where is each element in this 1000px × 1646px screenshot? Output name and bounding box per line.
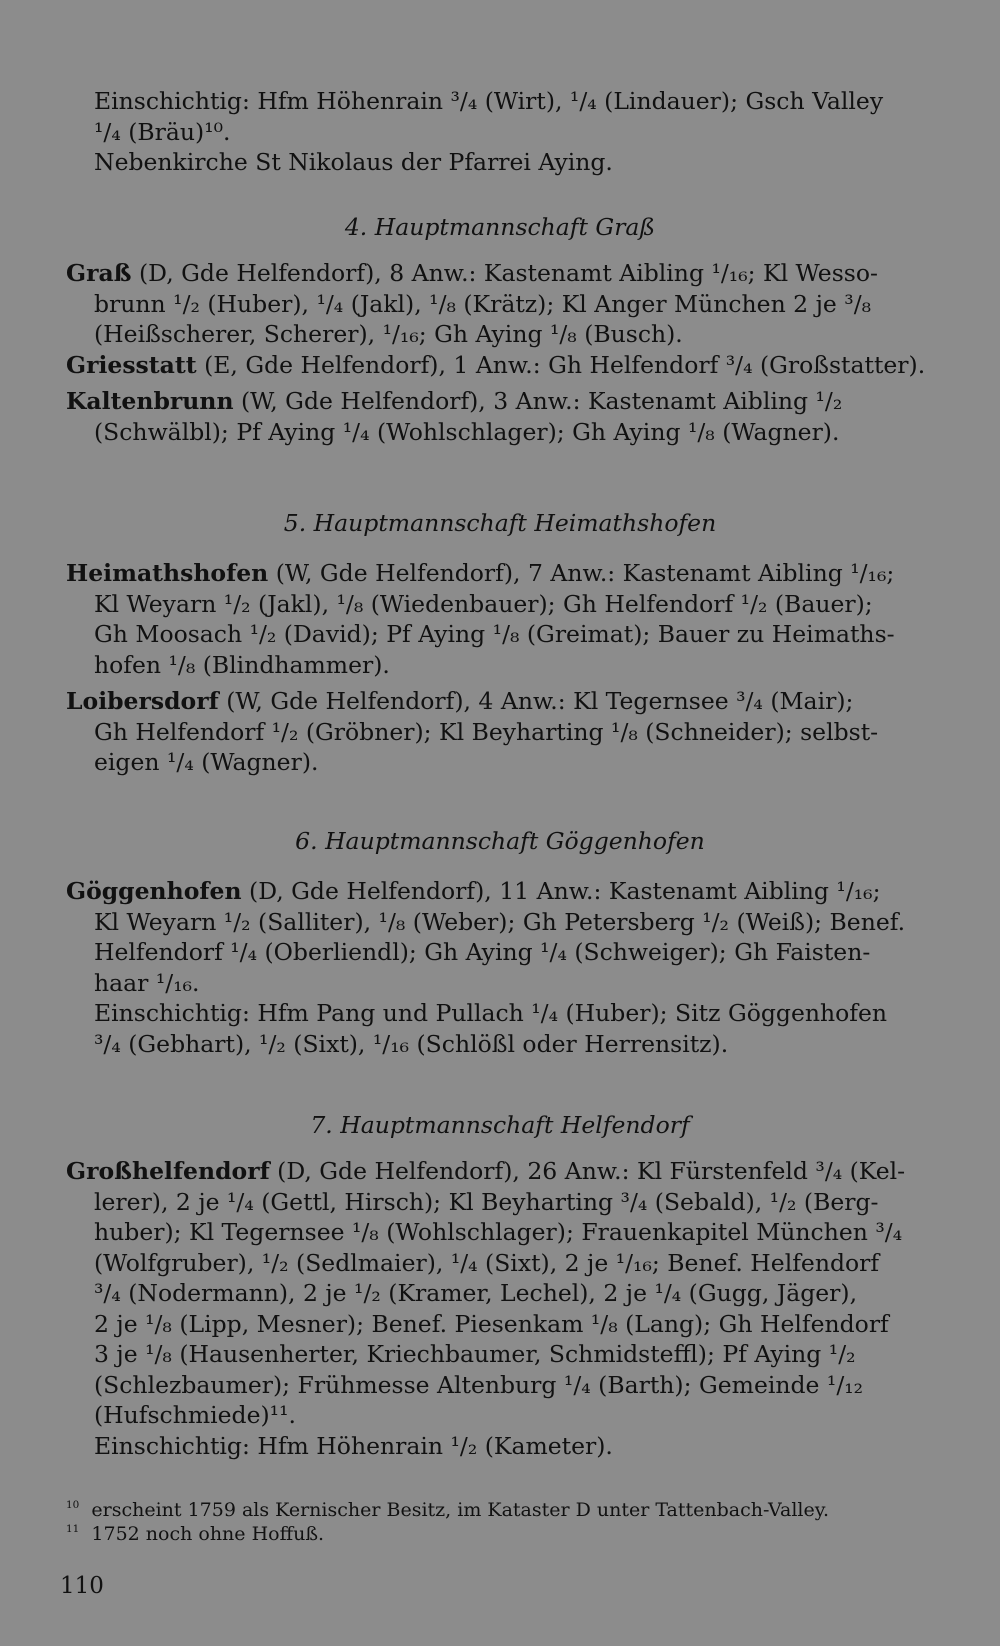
page-number: 110 bbox=[60, 1573, 104, 1599]
text-line: 2 je ¹/₈ (Lipp, Mesner); Benef. Piesenkam ¹/₈ (Lang); Gh Helfendorf bbox=[94, 1309, 889, 1338]
entry-kaltenbrunn bbox=[66, 386, 938, 447]
entry-grosshelfendorf bbox=[66, 1156, 938, 1461]
entry-first-line bbox=[66, 350, 938, 381]
text-line: (E, Gde Helfendorf), 1 Anw.: Gh Helfendorf ³/₄ (Großstatter). bbox=[196, 351, 926, 379]
entry-first-line bbox=[66, 686, 938, 717]
entry-name: Heimathshofen bbox=[66, 559, 269, 587]
entry-heimathshofen bbox=[66, 558, 938, 680]
text-line: brunn ¹/₂ (Huber), ¹/₄ (Jakl), ¹/₈ (Krätz); Kl Anger München 2 je ³/₈ bbox=[94, 289, 872, 318]
text-line: ³/₄ (Nodermann), 2 je ¹/₂ (Kramer, Lechel), 2 je ¹/₄ (Gugg, Jäger), bbox=[94, 1279, 858, 1307]
entry-first-line bbox=[66, 386, 938, 417]
text-line: 3 je ¹/₈ (Hausenherter, Kriechbaumer, Schmidsteffl); Pf Aying ¹/₂ bbox=[94, 1340, 856, 1368]
text-line: Einschichtig: Hfm Höhenrain ¹/₂ (Kameter). bbox=[94, 1431, 613, 1460]
text-line: Kl Weyarn ¹/₂ (Salliter), ¹/₈ (Weber); Gh Petersberg ¹/₂ (Weiß); Benef. bbox=[94, 907, 906, 936]
footnote-mark: 11 bbox=[66, 1523, 80, 1536]
footnote-10 bbox=[66, 1498, 938, 1522]
entry-name: Großhelfendorf bbox=[66, 1157, 270, 1185]
footnote-mark: 10 bbox=[66, 1499, 80, 1512]
text-line: (W, Gde Helfendorf), 7 Anw.: Kastenamt Aibling ¹/₁₆; bbox=[268, 559, 895, 587]
footnote-11 bbox=[66, 1522, 938, 1546]
text-line: ³/₄ (Gebhart), ¹/₂ (Sixt), ¹/₁₆ (Schlößl oder Herrensitz). bbox=[94, 1029, 729, 1058]
text-line: (Hufschmiede)¹¹. bbox=[94, 1401, 296, 1429]
entry-name: Kaltenbrunn bbox=[66, 387, 234, 415]
section-heading-5: 5. Hauptmannschaft Heimathshofen bbox=[283, 509, 717, 537]
text-line: (W, Gde Helfendorf), 3 Anw.: Kastenamt Aibling ¹/₂ bbox=[233, 387, 843, 415]
entry-grass bbox=[66, 258, 938, 350]
text-line: (Schwälbl); Pf Aying ¹/₄ (Wohlschlager); Gh Aying ¹/₈ (Wagner). bbox=[94, 417, 840, 446]
section-heading-7: 7. Hauptmannschaft Helfendorf bbox=[310, 1111, 690, 1139]
entry-loibersdorf bbox=[66, 686, 938, 778]
footnote-text: erscheint 1759 als Kernischer Besitz, im Kataster D unter Tattenbach-Valley. bbox=[91, 1499, 829, 1521]
entry-first-line bbox=[66, 258, 938, 289]
text-line: (Schlezbaumer); Frühmesse Altenburg ¹/₄ (Barth); Gemeinde ¹/₁₂ bbox=[94, 1370, 864, 1399]
text-line: Nebenkirche St Nikolaus der Pfarrei Aying. bbox=[94, 148, 613, 176]
text-line: (D, Gde Helfendorf), 26 Anw.: Kl Fürstenfeld ³/₄ (Kel- bbox=[269, 1157, 906, 1185]
text-line: (Heißscherer, Scherer), ¹/₁₆; Gh Aying ¹/₈ (Busch). bbox=[94, 320, 683, 348]
footnote-text: 1752 noch ohne Hoffuß. bbox=[91, 1523, 325, 1545]
entry-name: Göggenhofen bbox=[66, 877, 242, 905]
text-line: Einschichtig: Hfm Pang und Pullach ¹/₄ (Huber); Sitz Göggenhofen bbox=[94, 999, 888, 1027]
section-heading-4: 4. Hauptmannschaft Graß bbox=[344, 213, 656, 241]
text-line: hofen ¹/₈ (Blindhammer). bbox=[94, 650, 390, 679]
text-line: Kl Weyarn ¹/₂ (Jakl), ¹/₈ (Wiedenbauer); Gh Helfendorf ¹/₂ (Bauer); bbox=[94, 589, 873, 618]
entry-name: Griesstatt bbox=[66, 351, 197, 379]
text-line: Helfendorf ¹/₄ (Oberliendl); Gh Aying ¹/₄ (Schweiger); Gh Faisten- bbox=[94, 938, 871, 966]
entry-goeggenhofen bbox=[66, 876, 938, 1059]
text-line: (D, Gde Helfendorf), 8 Anw.: Kastenamt Aibling ¹/₁₆; Kl Wesso- bbox=[131, 259, 878, 287]
text-line: huber); Kl Tegernsee ¹/₈ (Wohlschlager); Frauenkapitel München ³/₄ bbox=[94, 1218, 903, 1246]
text-line: ¹/₄ (Bräu)¹⁰. bbox=[94, 117, 231, 146]
text-line: lerer), 2 je ¹/₄ (Gettl, Hirsch); Kl Beyharting ³/₄ (Sebald), ¹/₂ (Berg- bbox=[94, 1187, 879, 1216]
entry-name: Loibersdorf bbox=[66, 687, 219, 715]
text-line: (Wolfgruber), ¹/₂ (Sedlmaier), ¹/₄ (Sixt), 2 je ¹/₁₆; Benef. Helfendorf bbox=[94, 1248, 880, 1277]
entry-first-line bbox=[66, 876, 938, 907]
text-line: eigen ¹/₄ (Wagner). bbox=[94, 748, 319, 776]
entry-first-line bbox=[66, 558, 938, 589]
text-line: Gh Helfendorf ¹/₂ (Gröbner); Kl Beyharting ¹/₈ (Schneider); selbst- bbox=[94, 717, 879, 746]
intro-paragraph bbox=[94, 86, 966, 178]
entry-griesstatt bbox=[66, 350, 938, 381]
entry-first-line bbox=[66, 1156, 938, 1187]
text-line: haar ¹/₁₆. bbox=[94, 968, 200, 997]
section-heading-6: 6. Hauptmannschaft Göggenhofen bbox=[295, 827, 705, 855]
text-line: Gh Moosach ¹/₂ (David); Pf Aying ¹/₈ (Greimat); Bauer zu Heimaths- bbox=[94, 620, 895, 648]
text-line: Einschichtig: Hfm Höhenrain ³/₄ (Wirt), ¹/₄ (Lindauer); Gsch Valley bbox=[94, 87, 884, 115]
text-line: (W, Gde Helfendorf), 4 Anw.: Kl Tegernsee ³/₄ (Mair); bbox=[218, 687, 854, 715]
text-line: (D, Gde Helfendorf), 11 Anw.: Kastenamt Aibling ¹/₁₆; bbox=[241, 877, 881, 905]
entry-name: Graß bbox=[66, 259, 132, 287]
